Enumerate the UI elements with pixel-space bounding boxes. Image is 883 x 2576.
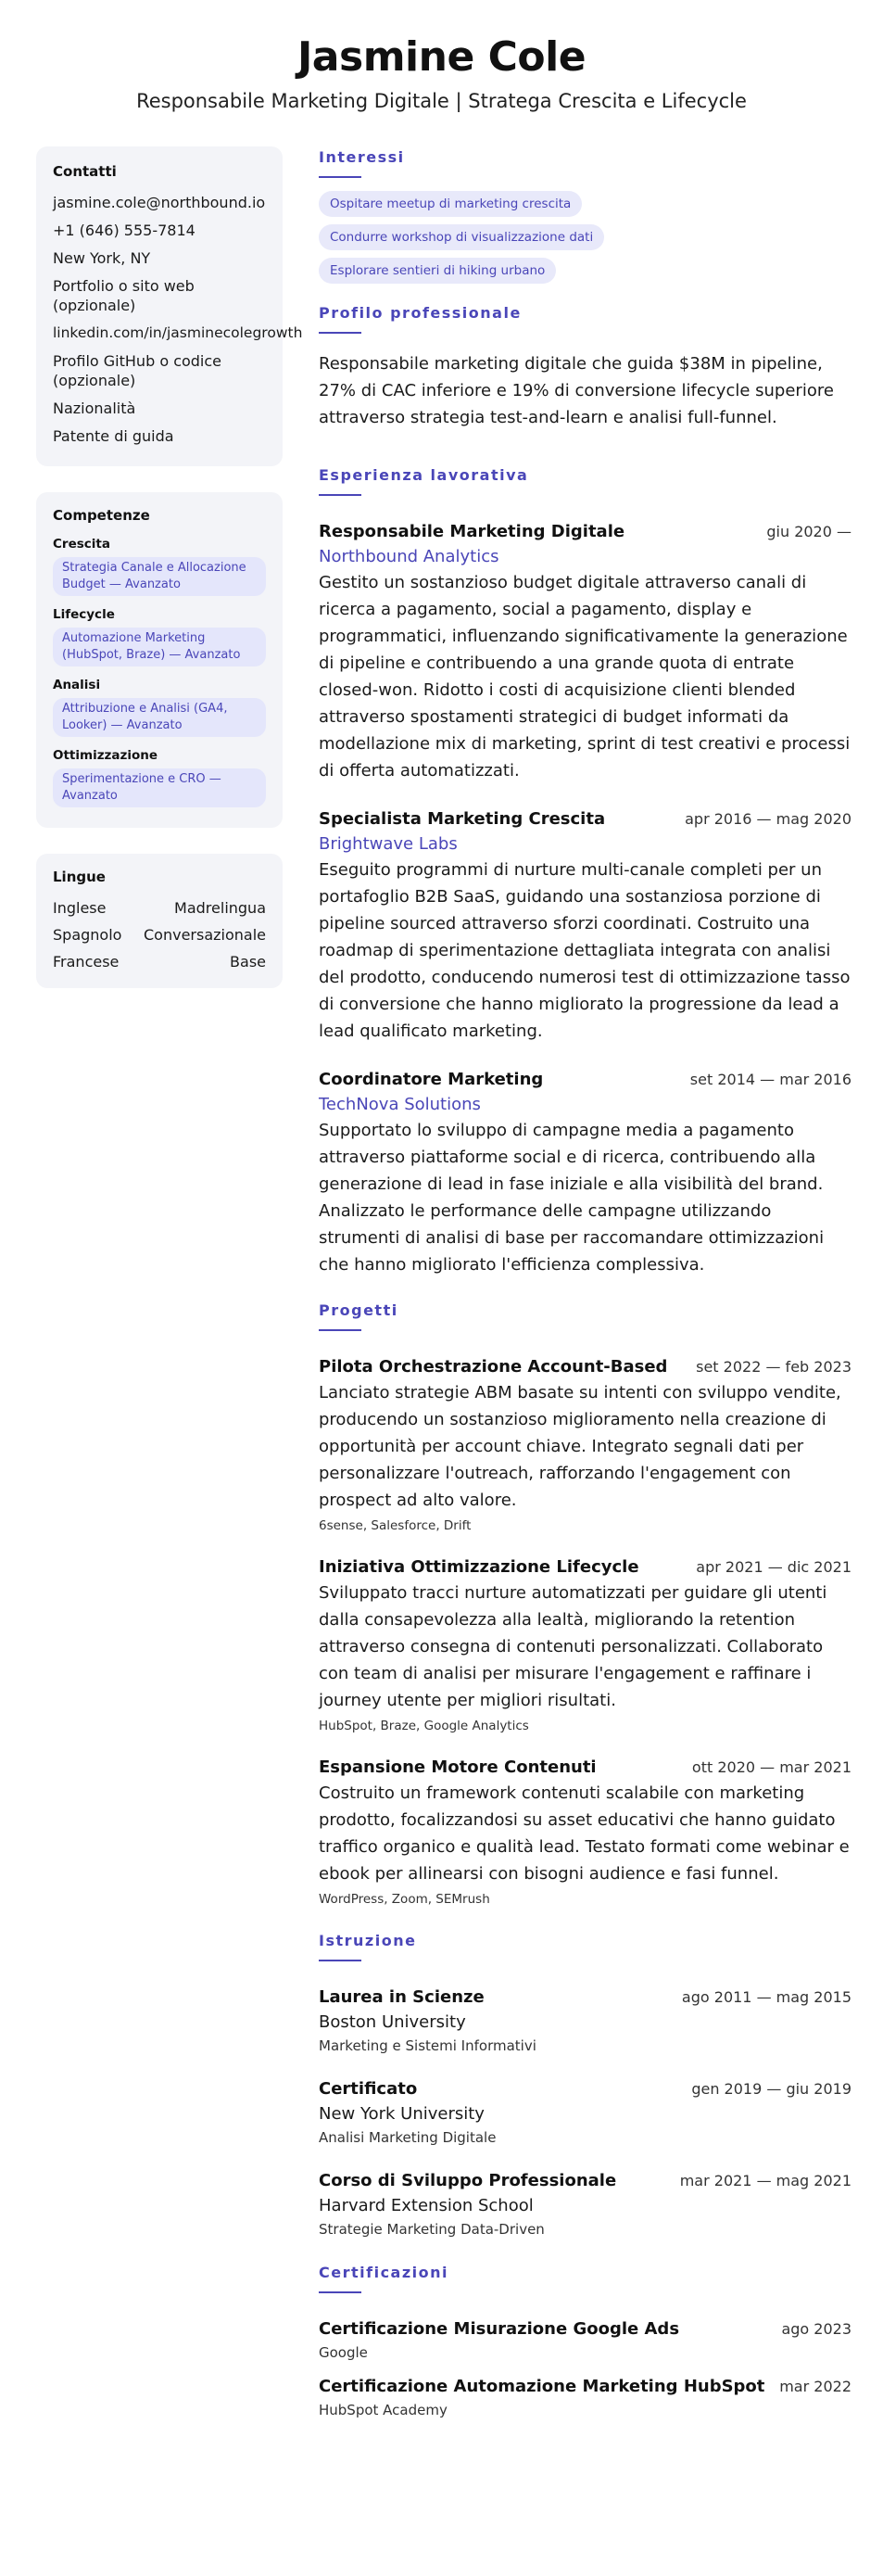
education-date: mar 2021 — mag 2021 <box>679 2172 851 2189</box>
field-of-study: Marketing e Sistemi Informativi <box>319 2037 536 2054</box>
skill-group <box>53 678 266 737</box>
main-column <box>319 146 851 2421</box>
degree-name: Certificato <box>319 2079 418 2099</box>
section-title: Certificazioni <box>319 2264 449 2281</box>
skill-group <box>53 607 266 666</box>
project-description: Lanciato strategie ABM basate su intenti con sviluppo vendite, producendo un sostanzioso miglioramento nella creazione di opportunità per account chiave. Integrato segnali dati per personalizzare l'outreach, rafforzando l'engagement con prospect ad alto valore. <box>319 1383 841 1510</box>
skills-card <box>36 492 283 828</box>
profile-section <box>319 304 851 431</box>
job-company: Brightwave Labs <box>319 834 458 854</box>
projects-section <box>319 1301 851 1909</box>
skill-group <box>53 537 266 596</box>
language-name: Spagnolo <box>53 926 122 944</box>
language-name: Francese <box>53 953 120 971</box>
section-divider <box>319 494 361 496</box>
school-name: New York University <box>319 2104 485 2124</box>
school-name: Boston University <box>319 2012 466 2032</box>
skill-group-name: Lifecycle <box>53 607 115 622</box>
project-date: ott 2020 — mar 2021 <box>691 1758 851 1776</box>
section-divider <box>319 1960 361 1961</box>
skill-group-name: Analisi <box>53 678 101 692</box>
resume-header <box>0 0 883 113</box>
sidebar <box>36 146 303 1014</box>
project-description: Costruito un framework contenuti scalabile con marketing prodotto, focalizzandosi su asset educativi che hanno guidato traffico organico e qualità lead. Testato formati come webinar e ebook per allinearsi con bisogni audience e fasi funnel. <box>319 1783 850 1884</box>
certification-entry <box>319 2375 851 2421</box>
job-description: Eseguito programmi di nurture multi-canale completi per un portafoglio B2B SaaS, guidando una sostanziosa porzione di pipeline sourced attraverso sforzi coordinati. Costruito una roadmap di sperimentazione dettagliata integrata con analisi del prodotto, conducendo numerosi test di ottimizzazione tasso di conversione che hanno migliorato la progressione da lead a lead qualificato marketing. <box>319 860 851 1041</box>
section-title: Profilo professionale <box>319 304 522 322</box>
language-name: Inglese <box>53 899 107 917</box>
candidate-name: Jasmine Cole <box>296 33 587 81</box>
interest-chip: Esplorare sentieri di hiking urbano <box>319 258 556 284</box>
experience-entry <box>319 520 851 784</box>
project-date: set 2022 — feb 2023 <box>696 1358 851 1376</box>
job-role: Responsabile Marketing Digitale <box>319 522 625 541</box>
section-divider <box>319 332 361 334</box>
project-entry <box>319 1555 851 1735</box>
section-divider <box>319 2291 361 2293</box>
degree-name: Corso di Sviluppo Professionale <box>319 2171 617 2190</box>
skill-group <box>53 748 266 807</box>
skill-chip: Strategia Canale e Allocazione Budget — Avanzato <box>53 557 266 596</box>
contact-nationality: Nazionalità <box>53 400 136 417</box>
job-role: Specialista Marketing Crescita <box>319 809 606 829</box>
project-description: Sviluppato tracci nurture automatizzati per guidare gli utenti dalla consapevolezza alla lealtà, migliorando la retention attraverso consegna di contenuti personalizzati. Collaborato con team di analisi per misurare l'engagement e raffinare i journey utente per migliori risultati. <box>319 1583 827 1710</box>
education-entry <box>319 2169 851 2240</box>
language-row <box>53 898 266 918</box>
certification-name: Certificazione Automazione Marketing HubSpot <box>319 2377 765 2396</box>
certification-date: ago 2023 <box>781 2320 851 2338</box>
project-tools: HubSpot, Braze, Google Analytics <box>319 1719 529 1733</box>
contact-location: New York, NY <box>53 249 151 267</box>
project-name: Pilota Orchestrazione Account-Based <box>319 1357 668 1377</box>
contacts-card <box>36 146 303 466</box>
skill-chip: Attribuzione e Analisi (GA4, Looker) — Avanzato <box>53 698 266 737</box>
job-description: Supportato lo sviluppo di campagne media a pagamento attraverso piattaforme social e di ricerca, contribuendo alla generazione di lead in fase iniziale e alla visibilità del brand. Analizzato le performance delle campagne utilizzando strumenti di analisi di base per raccomandare ottimizzazioni che hanno migliorato l'efficienza complessiva. <box>319 1121 825 1275</box>
project-tools: WordPress, Zoom, SEMrush <box>319 1892 490 1907</box>
job-date: giu 2020 — <box>766 523 851 540</box>
candidate-title: Responsabile Marketing Digitale | Stratega Crescita e Lifecycle <box>136 90 747 112</box>
project-tools: 6sense, Salesforce, Drift <box>319 1518 472 1533</box>
education-entry <box>319 1986 851 2057</box>
education-date: ago 2011 — mag 2015 <box>681 1988 851 2006</box>
certification-entry <box>319 2317 851 2364</box>
job-company: TechNova Solutions <box>319 1095 481 1114</box>
project-entry <box>319 1355 851 1535</box>
section-title: Esperienza lavorativa <box>319 466 529 484</box>
interest-chip: Ospitare meetup di marketing crescita <box>319 191 582 217</box>
skill-chip: Sperimentazione e CRO — Avanzato <box>53 768 266 807</box>
certification-issuer: HubSpot Academy <box>319 2402 448 2418</box>
contact-email[interactable]: jasmine.cole@northbound.io <box>53 194 266 211</box>
certification-date: mar 2022 <box>779 2378 851 2395</box>
experience-entry <box>319 1068 851 1278</box>
language-row <box>53 925 266 945</box>
degree-name: Laurea in Scienze <box>319 1987 485 2007</box>
interest-chip: Condurre workshop di visualizzazione dati <box>319 224 604 250</box>
education-entry <box>319 2077 851 2149</box>
section-divider <box>319 176 361 178</box>
job-date: set 2014 — mar 2016 <box>689 1071 851 1088</box>
certification-name: Certificazione Misurazione Google Ads <box>319 2319 680 2339</box>
language-level: Madrelingua <box>174 899 266 917</box>
contact-github[interactable]: Profilo GitHub o codice (opzionale) <box>53 352 222 389</box>
skill-group-name: Ottimizzazione <box>53 748 158 763</box>
language-level: Conversazionale <box>144 926 266 944</box>
school-name: Harvard Extension School <box>319 2196 534 2215</box>
education-section <box>319 1932 851 2240</box>
job-company: Northbound Analytics <box>319 547 499 566</box>
contact-portfolio[interactable]: Portfolio o sito web (opzionale) <box>53 277 195 314</box>
interests-section <box>319 146 851 291</box>
field-of-study: Analisi Marketing Digitale <box>319 2129 497 2146</box>
contact-phone[interactable]: +1 (646) 555-7814 <box>53 222 196 239</box>
section-title: Interessi <box>319 148 405 166</box>
profile-summary: Responsabile marketing digitale che guida $38M in pipeline, 27% di CAC inferiore e 19% di conversione lifecycle superiore attraverso strategia test-and-learn e analisi full-funnel. <box>319 354 834 427</box>
language-row <box>53 952 266 971</box>
job-description: Gestito un sostanzioso budget digitale attraverso canali di ricerca a pagamento, social a pagamento, display e programmatici, influenzando significativamente la generazione di pipeline e contribuendo a una grande quota di entrate closed-won. Ridotto i costi di acquisizione clienti blended attraverso spostamenti strategici di budget informati da modellazione mix di marketing, sprint di test creativi e processi di offerta automatizzati. <box>319 573 851 780</box>
education-date: gen 2019 — giu 2019 <box>691 2080 851 2098</box>
languages-title: Lingue <box>53 869 106 885</box>
contact-linkedin[interactable]: linkedin.com/in/jasminecolegrowth <box>53 324 303 341</box>
job-date: apr 2016 — mag 2020 <box>685 810 851 828</box>
certification-issuer: Google <box>319 2344 368 2361</box>
certifications-section <box>319 2264 851 2421</box>
skill-group-name: Crescita <box>53 537 110 552</box>
section-divider <box>319 1329 361 1331</box>
project-entry <box>319 1756 851 1909</box>
skills-title: Competenze <box>53 507 150 524</box>
section-title: Istruzione <box>319 1932 417 1949</box>
project-date: apr 2021 — dic 2021 <box>696 1558 851 1576</box>
language-level: Base <box>230 953 266 971</box>
skill-chip: Automazione Marketing (HubSpot, Braze) — Avanzato <box>53 628 266 666</box>
job-role: Coordinatore Marketing <box>319 1070 544 1089</box>
field-of-study: Strategie Marketing Data-Driven <box>319 2221 545 2238</box>
languages-card <box>36 854 283 988</box>
experience-entry <box>319 807 851 1045</box>
project-name: Espansione Motore Contenuti <box>319 1758 597 1777</box>
project-name: Iniziativa Ottimizzazione Lifecycle <box>319 1557 639 1577</box>
section-title: Progetti <box>319 1301 398 1319</box>
contacts-title: Contatti <box>53 163 117 180</box>
experience-section <box>319 466 851 1278</box>
contact-license: Patente di guida <box>53 427 174 445</box>
